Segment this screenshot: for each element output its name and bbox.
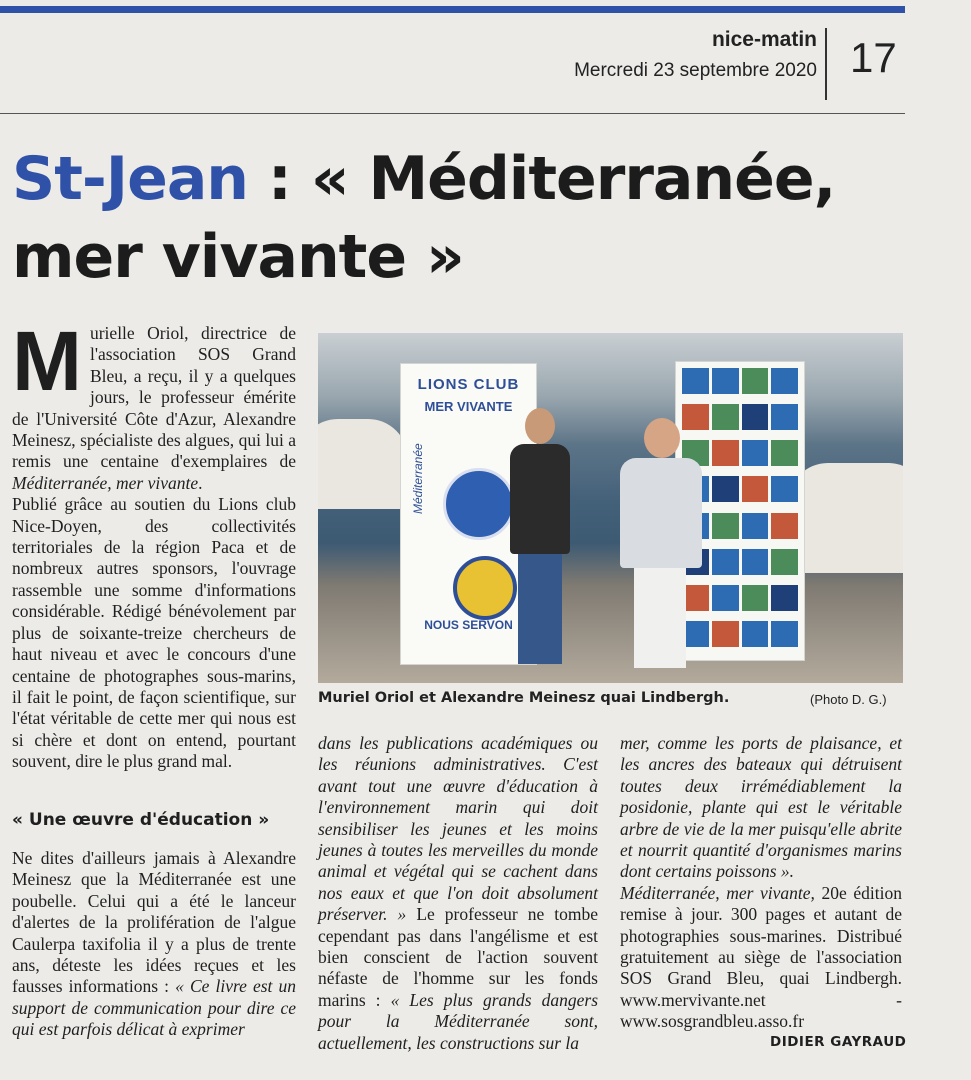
second-paragraph: Publié grâce au soutien du Lions club Nice-Doyen, des collectivités territoriales de la région Paca et de nombreux autres sponsors, l'ouvrage rassemble une somme d'informations considérable. Rédigé bénévolement par plus de soixante-treize chercheurs de haut niveau et avec le concours d'une centaine de photographes sous-marins, il fait le point, de façon scientifique, sur l'état véritable de cette mer qui nous est si chère et dont on entend, pourtant souvent, dire le plus grand mal. — [12, 494, 296, 772]
article-column-2 — [318, 733, 598, 1054]
person-muriel-oriol — [506, 408, 574, 678]
column3-book-title: Méditerranée, mer vivante, — [620, 882, 815, 903]
article-byline: DIDIER GAYRAUD — [770, 1034, 907, 1050]
article-column-1 — [12, 314, 296, 773]
article-column-1b — [12, 848, 296, 1041]
masthead-rule — [0, 113, 905, 114]
article-column-3 — [620, 733, 902, 1033]
column3-quote: mer, comme les ports de plaisance, et les ancres des bateaux qui détruisent toutes deux irrémédiablement la posidonie, plante qui est le véritable arbre de vie de la mer puisqu'elle abrite et nourrit quantité d'organismes marins dont certains poissons ». — [620, 733, 902, 882]
headline-title-line2: mer vivante » — [12, 222, 464, 292]
newspaper-name: nice-matin — [711, 28, 817, 51]
column3-quote-paragraph — [620, 733, 902, 883]
photo-credit: (Photo D. G.) — [810, 692, 887, 707]
third-quote: « Ce livre est un support de communication pour dire ce qui est parfois délicat à exprimer — [12, 976, 296, 1040]
headline-separator: : — [248, 144, 311, 214]
third-paragraph — [12, 848, 296, 1041]
photo-caption: Muriel Oriol et Alexandre Meinesz quai Lindbergh. — [318, 690, 730, 706]
banner-title: LIONS CLUB — [417, 376, 520, 393]
masthead-divider — [825, 28, 827, 100]
book-title: Méditerranée, mer vivante — [12, 472, 199, 493]
column2-body: Le professeur ne tombe cependant pas dans l'angélisme et est bien conscient de l'action souvent néfaste de l'homme sur les fonds marins : — [318, 904, 599, 1010]
banner-footer: NOUS SERVON — [424, 618, 513, 632]
mer-vivante-logo — [443, 468, 515, 540]
column3-info-paragraph — [620, 883, 902, 1033]
headline-title-line1: « Méditerranée, — [310, 144, 836, 214]
column2-quote2: « Les plus grands dangers pour la Méditerranée sont, actuellement, les constructions sur la — [318, 989, 599, 1053]
column3-info: 20e édition remise à jour. 300 pages et autant de photographies sous-marines. Distribué gratuitement au siège de l'association SOS Grand Bleu, quai Lindbergh. www.mervivante.net - www.sosgrandbleu.asso.fr — [620, 882, 903, 1032]
column2-text — [318, 733, 598, 1054]
banner-vertical-text: Méditerranée — [411, 443, 425, 514]
issue-date: Mercredi 23 septembre 2020 — [574, 60, 817, 81]
person-alexandre-meinesz — [616, 418, 706, 678]
page-number: 17 — [850, 34, 897, 81]
boat-shape — [318, 419, 408, 509]
lead-paragraph — [12, 314, 296, 494]
article-headline — [12, 140, 912, 296]
boat-shape — [788, 463, 903, 573]
lead-text: urielle Oriol, directrice de l'association SOS Grand Bleu, a reçu, il y a quelques jours, le professeur émérite de l'Université Côte d'Azur, Alexandre Meinesz, spécialiste des algues, qui lui a remis une centaine d'exemplaires de — [12, 323, 296, 472]
masthead-top-bar — [0, 6, 905, 13]
third-text: Ne dites d'ailleurs jamais à Alexandre Meinesz que la Méditerranée est une poubelle. Celui qui a été le lanceur d'alertes de la prolifération de l'algue Caulerpa taxifolia il y a plus de trente ans, déteste les idées reçues et les fausses informations : — [12, 848, 296, 997]
column2-quote: dans les publications académiques ou les réunions administratives. C'est avant tout une œuvre d'éducation à l'environnement marin qui doit sensibiliser les jeunes et les moins jeunes à toutes les merveilles du monde animal et végétal qui se cachent dans nos eaux et que l'on doit absolument préserver. » — [318, 733, 598, 925]
banner-subtitle: MER VIVANTE — [424, 399, 513, 414]
article-photo — [318, 333, 903, 683]
headline-place: St-Jean — [12, 144, 249, 214]
drop-cap: M — [12, 314, 82, 408]
lead-end: . — [198, 472, 203, 493]
section-subhead: « Une œuvre d'éducation » — [12, 810, 270, 830]
